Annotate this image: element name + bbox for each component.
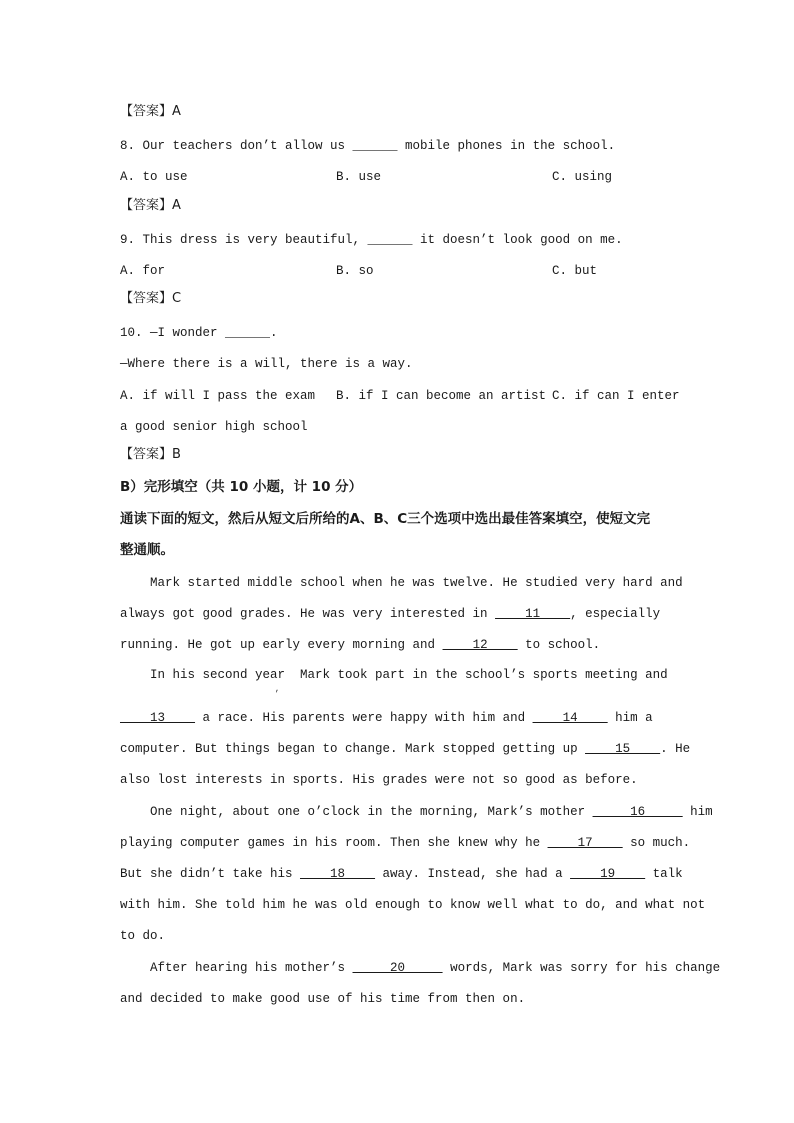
text-run: always got good grades. He was very interested in <box>120 607 496 621</box>
blank-19: ____19____ <box>570 867 646 881</box>
passage-p3-line1 <box>120 803 713 821</box>
blank-14: ____14____ <box>532 711 608 725</box>
blank-13: ____13____ <box>120 711 196 725</box>
text-run: away. Instead, she had a <box>375 867 571 881</box>
blank-16: _____16_____ <box>592 805 683 819</box>
text-run: , especially <box>570 607 661 621</box>
passage-p2-line2 <box>120 709 653 727</box>
text-run: to school. <box>517 638 601 652</box>
passage-p1-line3 <box>120 636 600 654</box>
stray-comma: , <box>275 685 280 694</box>
text-run: . He <box>660 742 691 756</box>
text-run: After hearing his mother’s <box>120 961 353 975</box>
text-run: so much. <box>622 836 691 850</box>
text-run: him a <box>607 711 653 725</box>
blank-18: ____18____ <box>300 867 376 881</box>
text-run: running. He got up early every morning and <box>120 638 443 652</box>
section-b-instruction: 通读下面的短文，然后从短文后所给的A、B、C三个选项中选出最佳答案填空，使短文完 <box>120 511 651 527</box>
passage-p4-line1 <box>120 959 720 977</box>
passage-p4-line2: and decided to make good use of his time from then on. <box>120 992 526 1006</box>
answer-q10: 【答案】B <box>120 447 181 462</box>
passage-p1-line2 <box>120 605 660 623</box>
q10-option-c: C. if can I enter <box>552 389 680 403</box>
q10-option-b: B. if I can become an artist <box>336 389 547 403</box>
passage-p3-line5: to do. <box>120 929 166 943</box>
section-b-title: B）完形填空（共 10 小题，计 10 分） <box>120 479 363 495</box>
blank-15: ____15____ <box>585 742 661 756</box>
section-b-instruction-cont: 整通顺。 <box>120 542 174 558</box>
passage-p2-line4: also lost interests in sports. His grades were not so good as before. <box>120 773 638 787</box>
passage-p2-line3 <box>120 740 690 758</box>
q10-option-a: A. if will I pass the exam <box>120 389 316 403</box>
q8-option-c: C. using <box>552 170 613 184</box>
passage-p3-line3 <box>120 865 683 883</box>
q9-option-c: C. but <box>552 264 598 278</box>
answer-q8: 【答案】A <box>120 198 181 213</box>
blank-17: ____17____ <box>547 836 623 850</box>
question-10-stem: 10. —I wonder ______. <box>120 326 278 340</box>
question-8-stem: 8. Our teachers don’t allow us ______ mobile phones in the school. <box>120 139 616 153</box>
q8-option-b: B. use <box>336 170 382 184</box>
question-10-reply: —Where there is a will, there is a way. <box>120 357 413 371</box>
text-run: But she didn’t take his <box>120 867 301 881</box>
passage-p3-line4: with him. She told him he was old enough to know well what to do, and what not <box>120 898 706 912</box>
text-run: One night, about one o’clock in the morning, Mark’s mother <box>120 805 593 819</box>
blank-20: _____20_____ <box>352 961 443 975</box>
q8-option-a: A. to use <box>120 170 188 184</box>
q10-option-c-continued: a good senior high school <box>120 420 308 434</box>
text-run: him <box>682 805 713 819</box>
text-run: words, Mark was sorry for his change <box>442 961 721 975</box>
text-run: playing computer games in his room. Then she knew why he <box>120 836 548 850</box>
passage-p2-line1: In his second year Mark took part in the school’s sports meeting and <box>120 668 668 682</box>
blank-11: ____11____ <box>495 607 571 621</box>
answer-q7: 【答案】A <box>120 104 181 119</box>
text-run: talk <box>645 867 683 881</box>
blank-12: ____12____ <box>442 638 518 652</box>
q9-option-a: A. for <box>120 264 166 278</box>
q9-option-b: B. so <box>336 264 374 278</box>
answer-q9: 【答案】C <box>120 291 182 306</box>
text-run: computer. But things began to change. Mark stopped getting up <box>120 742 586 756</box>
passage-p1-line1: Mark started middle school when he was twelve. He studied very hard and <box>120 576 683 590</box>
question-9-stem: 9. This dress is very beautiful, ______ it doesn’t look good on me. <box>120 233 623 247</box>
passage-p3-line2 <box>120 834 690 852</box>
text-run: a race. His parents were happy with him and <box>195 711 533 725</box>
